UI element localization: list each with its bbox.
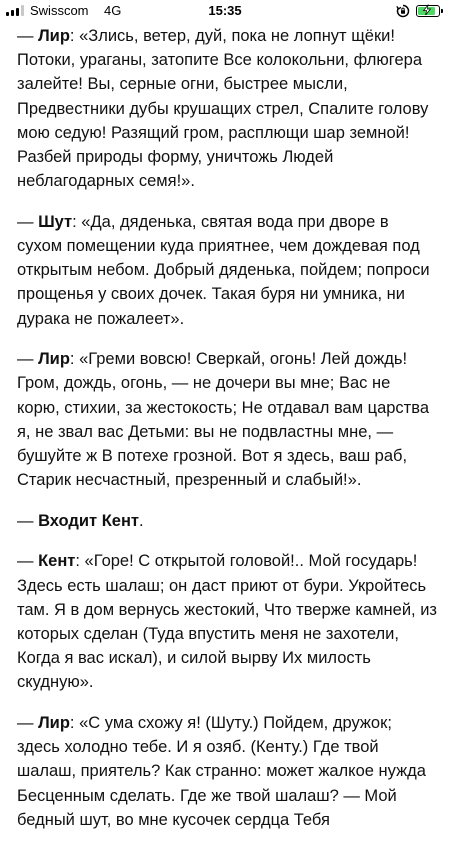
- dialogue-dash: —: [17, 552, 39, 571]
- dialogue-dash: —: [17, 511, 39, 530]
- dialogue-paragraph: [17, 210, 437, 331]
- speaker-name: Лир: [38, 350, 70, 369]
- dialogue-paragraph: [17, 549, 437, 694]
- orientation-lock-icon: [396, 4, 410, 18]
- status-time: 15:35: [208, 3, 242, 18]
- dialogue-text: : «Да, дяденька, святая вода при дворе в сухом помещении куда приятнее, чем дождевая под открытым небом. Добрый дяденька, пойдем; попроси прощенья у своих дочек. Такая буря ни умника, ни дурака не пожалеет».: [17, 212, 430, 328]
- dialogue-text: : «Горе! С открытой головой!.. Мой государь! Здесь есть шалаш; он даст приют от бури. Укройтесь там. Я в дом вернусь жестокий, Что тверже камней, из которых сделан (Туда впустить меня не захотели, Когда я вас искал), и силой вырву Их милость скудную».: [17, 552, 437, 692]
- network-type: 4G: [104, 3, 122, 18]
- dialogue-text: .: [139, 511, 144, 530]
- dialogue-text: : «Греми вовсю! Сверкай, огонь! Лей дождь! Гром, дождь, огонь, — не дочери вы мне; Вас не корю, стихии, за жестокость; Не отдавал вам царства я, не звал вас Детьми: вы не подвластны мне, — бушуйте ж В потехе грозной. Вот я здесь, ваш раб, Старик несчастный, презренный и слабый!».: [17, 350, 429, 490]
- speaker-name: Лир: [38, 714, 70, 733]
- dialogue-paragraph: [17, 509, 437, 533]
- speaker-name: Лир: [38, 27, 70, 45]
- dialogue-text: : «Злись, ветер, дуй, пока не лопнут щёки! Потоки, ураганы, затопите Все колокольни, флюгера залейте! Вы, серные огни, быстрее мысли, Предвестники дубы крушащих стрел, Спалите голову мою седую! Разящий гром, расплющи шар земной! Разбей природы форму, уничтожь Людей неблагодарных семя!».: [17, 27, 429, 191]
- speaker-name: Входит Кент: [38, 511, 139, 530]
- dialogue-dash: —: [17, 27, 39, 45]
- battery-charging-icon: [416, 5, 440, 17]
- speaker-name: Шут: [38, 212, 73, 231]
- speaker-name: Кент: [38, 552, 76, 571]
- article-text: [17, 24, 437, 848]
- dialogue-dash: —: [17, 714, 39, 733]
- dialogue-text: : «С ума схожу я! (Шуту.) Пойдем, дружок; здесь холодно тебе. И я озяб. (Кенту.) Где твой шалаш, приятель? Как странно: может жалкое нужда Бесценным сделать. Где же твой шалаш? — Мой бедный шут, во мне кусочек сердца Тебя: [17, 714, 426, 829]
- dialogue-dash: —: [17, 212, 39, 231]
- dialogue-paragraph: [17, 711, 437, 832]
- charging-bolt-icon: [422, 5, 432, 15]
- dialogue-dash: —: [17, 350, 39, 369]
- carrier-name: Swisscom: [30, 3, 89, 18]
- dialogue-paragraph: [17, 347, 437, 492]
- dialogue-paragraph: [17, 24, 437, 193]
- status-bar: [0, 0, 450, 22]
